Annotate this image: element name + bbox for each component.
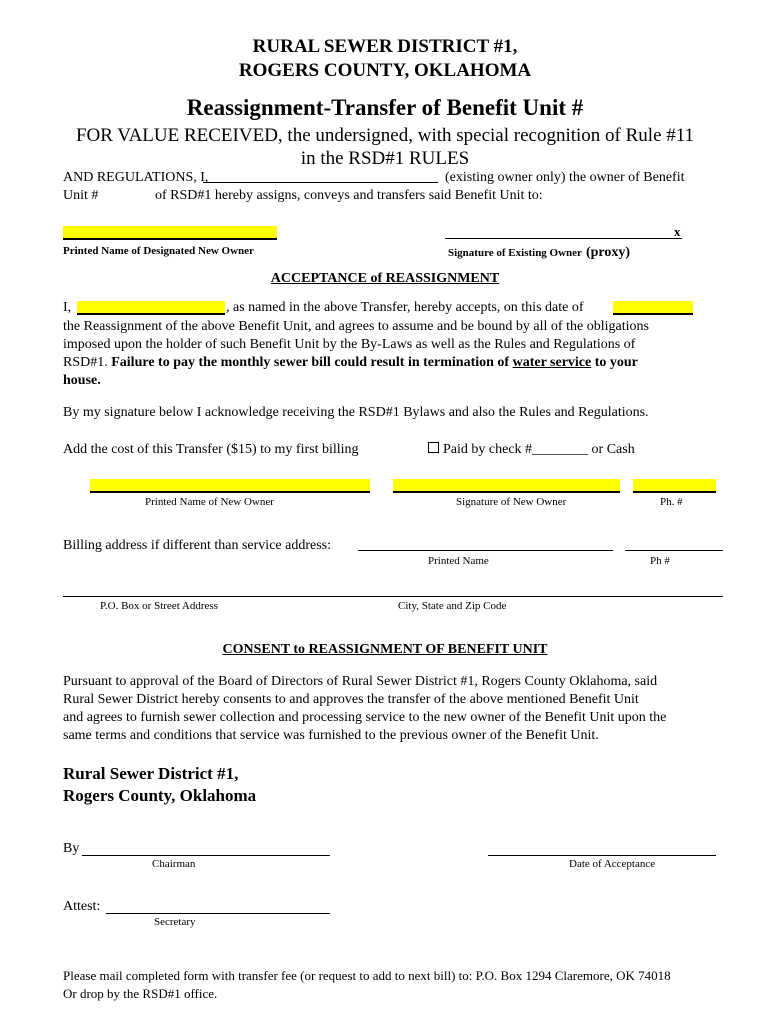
consent-line-4: same terms and conditions that service was furnished to the previous owner of the Benefit Unit. — [63, 728, 599, 743]
secretary-signature-field[interactable] — [106, 913, 330, 914]
consent-line-2: Rural Sewer District hereby consents to and approves the transfer of the above mentioned Benefit Unit — [63, 692, 639, 707]
alt-phone-label: Ph # — [650, 555, 670, 567]
acceptance-date-line[interactable] — [488, 855, 716, 856]
intro-line-1: FOR VALUE RECEIVED, the undersigned, with special recognition of Rule #11 — [75, 125, 695, 146]
transfer-cost-text: Add the cost of this Transfer ($15) to my first billing — [63, 442, 359, 457]
consent-line-3: and agrees to furnish sewer collection and processing service to the new owner of the Benefit Unit upon the — [63, 710, 667, 725]
intro-line-3-start: AND REGULATIONS, I, — [63, 170, 209, 185]
alt-printed-name-field[interactable] — [358, 550, 613, 551]
signoff-district: Rural Sewer District #1, — [63, 764, 239, 783]
failure-warning: Failure to pay the monthly sewer bill could result in termination of — [111, 355, 510, 370]
acceptor-name-field[interactable] — [77, 301, 225, 315]
designated-new-owner-label: Printed Name of Designated New Owner — [63, 245, 254, 257]
failure-warning-end: to your — [594, 355, 638, 370]
footer-line-2: Or drop by the RSD#1 office. — [63, 986, 218, 1001]
county-heading: ROGERS COUNTY, OKLAHOMA — [238, 60, 532, 81]
intro-line-4: of RSD#1 hereby assigns, conveys and transfers said Benefit Unit to: — [155, 188, 543, 203]
acceptance-heading: ACCEPTANCE of REASSIGNMENT — [270, 271, 500, 286]
document-title: Reassignment-Transfer of Benefit Unit # — [186, 95, 584, 120]
existing-owner-signature-field[interactable] — [445, 238, 682, 239]
designated-new-owner-field[interactable] — [63, 226, 277, 240]
intro-line-2: in the RSD#1 RULES — [300, 148, 470, 169]
water-service-text: water service — [512, 355, 592, 370]
acceptance-line-1: , as named in the above Transfer, hereby accepts, on this date of — [226, 300, 584, 315]
secretary-label: Secretary — [154, 916, 196, 928]
new-owner-signature-field[interactable] — [393, 479, 620, 493]
acceptance-i: I, — [63, 300, 72, 315]
consent-line-1: Pursuant to approval of the Board of Directors of Rural Sewer District #1, Rogers County Oklahoma, said — [63, 674, 658, 689]
alt-printed-name-label: Printed Name — [428, 555, 489, 567]
new-owner-printed-name-field[interactable] — [90, 479, 370, 493]
po-box-label: P.O. Box or Street Address — [100, 600, 218, 612]
acceptance-line-4 — [63, 354, 713, 372]
existing-owner-field[interactable] — [203, 182, 438, 183]
unit-label: Unit # — [63, 188, 99, 203]
by-label: By — [63, 841, 80, 856]
district-heading: RURAL SEWER DISTRICT #1, — [252, 36, 518, 57]
acceptance-date-field[interactable] — [613, 301, 693, 315]
paid-by-check-label: Paid by check #________ or Cash — [443, 442, 635, 457]
chairman-signature-field[interactable] — [82, 855, 330, 856]
existing-owner-signature-label-group — [448, 243, 630, 261]
signature-x-mark: x — [674, 224, 681, 239]
signoff-county: Rogers County, Oklahoma — [63, 786, 257, 805]
new-owner-phone-label: Ph. # — [660, 496, 683, 508]
paid-by-check-option[interactable] — [428, 442, 635, 458]
city-state-zip-label: City, State and Zip Code — [398, 600, 507, 612]
proxy-label: (proxy) — [585, 245, 631, 260]
alt-address-field[interactable] — [63, 596, 723, 597]
footer-line-1: Please mail completed form with transfer fee (or request to add to next bill) to: P.O. Box 1294 Claremore, OK 74018 — [63, 968, 671, 983]
chairman-label: Chairman — [152, 858, 196, 870]
acknowledge-text: By my signature below I acknowledge receiving the RSD#1 Bylaws and also the Rules and Regulations. — [63, 405, 649, 420]
attest-label: Attest: — [63, 899, 101, 914]
acceptance-line-3: imposed upon the holder of such Benefit Unit by the By-Laws as well as the Rules and Regulations of — [63, 337, 636, 352]
acceptance-line-4-start: RSD#1. — [63, 355, 108, 370]
alt-billing-address-text: Billing address if different than service address: — [63, 538, 331, 553]
date-of-acceptance-label: Date of Acceptance — [569, 858, 656, 870]
consent-heading: CONSENT to REASSIGNMENT OF BENEFIT UNIT — [222, 642, 548, 657]
new-owner-printed-name-label: Printed Name of New Owner — [145, 496, 274, 508]
new-owner-signature-label: Signature of New Owner — [456, 496, 567, 508]
acceptance-line-2: the Reassignment of the above Benefit Unit, and agrees to assume and be bound by all of the obligations — [63, 319, 649, 334]
acceptance-line-5: house. — [63, 373, 101, 388]
paid-by-check-checkbox[interactable] — [428, 442, 439, 453]
alt-phone-field[interactable] — [625, 550, 723, 551]
new-owner-phone-field[interactable] — [633, 479, 716, 493]
existing-owner-signature-label: Signature of Existing Owner — [448, 247, 582, 259]
intro-line-3-end: (existing owner only) the owner of Benefit — [445, 170, 685, 185]
